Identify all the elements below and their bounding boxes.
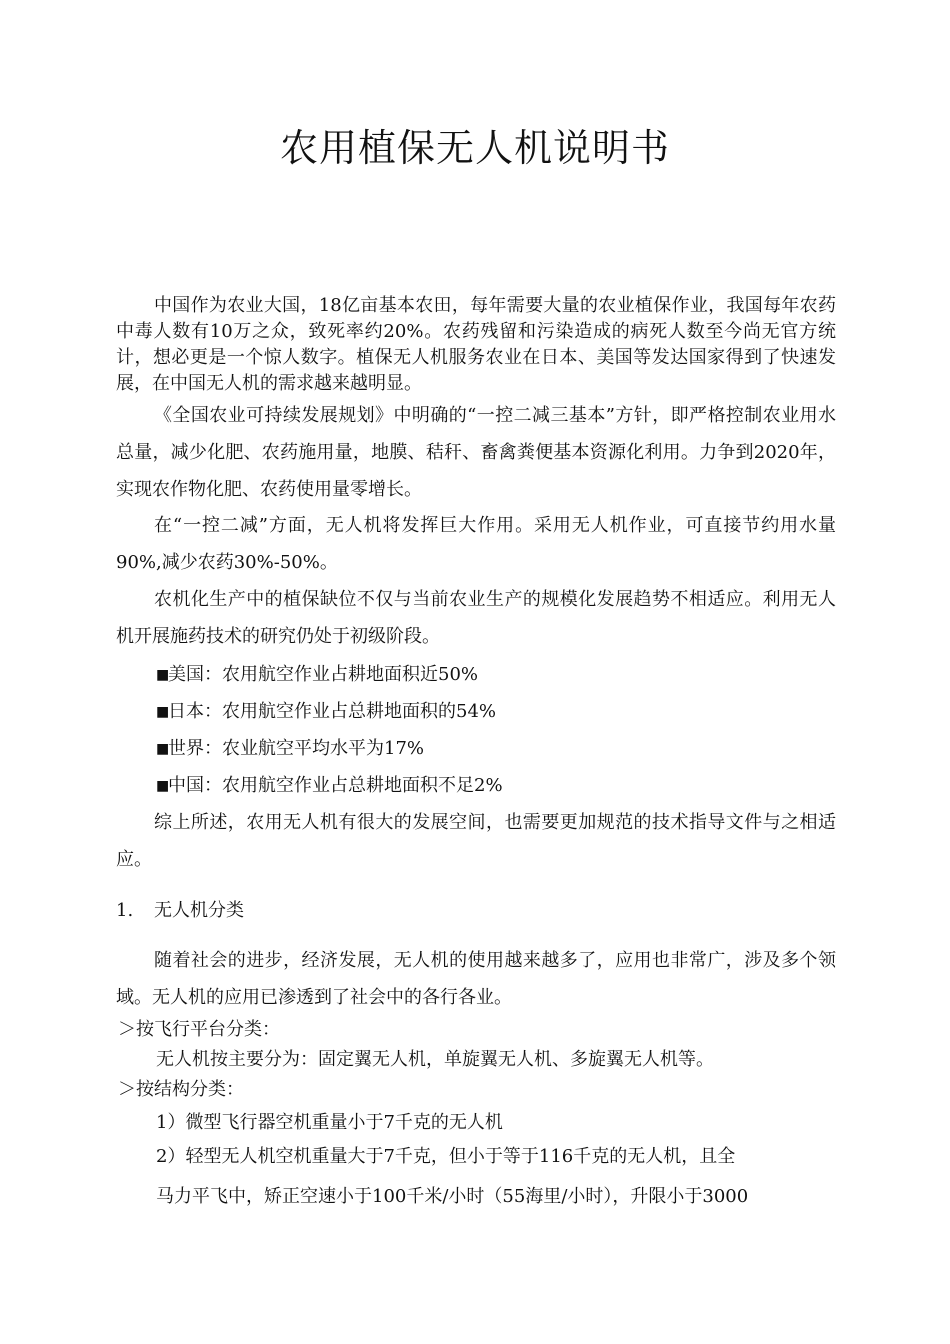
bullet-text: 美国：农用航空作业占耕地面积近50% <box>168 664 479 685</box>
bullet-text: 中国：农用航空作业占总耕地面积不足2% <box>168 775 503 796</box>
intro-paragraph: 中国作为农业大国，18亿亩基本农田，每年需要大量的农业植保作业，我国每年农药中毒人数有10万之众，致死率约20%。农药残留和污染造成的病死人数至今尚无官方统计，想必更是一个惊人数字。植保无人机服务农业在日本、美国等发达国家得到了快速发展，在中国无人机的需求越来越明显。 <box>116 295 836 394</box>
structure-item-light-continued: 马力平飞中，矫正空速小于100千米/小时（55海里/小时），升限小于3000 <box>156 1186 749 1207</box>
summary-paragraph: 综上所述，农用无人机有很大的发展空间，也需要更加规范的技术指导文件与之相适应。 <box>116 812 836 870</box>
bullet-item-usa <box>156 662 478 688</box>
bullet-item-china <box>156 773 503 799</box>
document-title: 农用植保无人机说明书 <box>279 126 670 170</box>
section-intro-paragraph: 随着社会的进步，经济发展，无人机的使用越来越多了，应用也非常广，涉及多个领域。无人机的应用已渗透到了社会中的各行各业。 <box>116 950 836 1008</box>
chevron-right-icon: ＞ <box>118 1079 136 1100</box>
structure-item-light: 2）轻型无人机空机重量大于7千克，但小于等于116千克的无人机，且全 <box>156 1146 736 1167</box>
bullet-text: 日本：农用航空作业占总耕地面积的54% <box>168 701 497 722</box>
structure-item-micro: 1）微型飞行器空机重量小于7千克的无人机 <box>156 1112 503 1133</box>
control-paragraph: 在“一控二减”方面，无人机将发挥巨大作用。采用无人机作业，可直接节约用水量90%,减少农药30%-50%。 <box>116 515 836 573</box>
plan-paragraph: 《全国农业可持续发展规划》中明确的“一控二减三基本”方针，即严格控制农业用水总量，减少化肥、农药施用量，地膜、秸秆、畜禽粪便基本资源化利用。力争到2020年，实现农作物化肥、农药使用量零增长。 <box>116 405 836 500</box>
structure-classification-label <box>118 1077 244 1103</box>
square-bullet-icon: ■ <box>156 741 170 757</box>
bullet-text: 世界：农业航空平均水平为17% <box>168 738 425 759</box>
square-bullet-icon: ■ <box>156 667 170 683</box>
square-bullet-icon: ■ <box>156 704 170 720</box>
bullet-item-world <box>156 736 424 762</box>
section-number: 1. <box>116 900 134 921</box>
section-heading <box>116 898 244 924</box>
square-bullet-icon: ■ <box>156 778 170 794</box>
platform-classification-text: 无人机按主要分为：固定翼无人机，单旋翼无人机、多旋翼无人机等。 <box>156 1049 714 1070</box>
gap-paragraph: 农机化生产中的植保缺位不仅与当前农业生产的规模化发展趋势不相适应。利用无人机开展施药技术的研究仍处于初级阶段。 <box>116 589 836 647</box>
platform-label-text: 按飞行平台分类： <box>136 1019 280 1040</box>
bullet-item-japan <box>156 699 496 725</box>
platform-classification-label <box>118 1017 280 1043</box>
chevron-right-icon: ＞ <box>118 1019 136 1040</box>
structure-label-text: 按结构分类： <box>136 1079 244 1100</box>
section-title: 无人机分类 <box>154 900 244 921</box>
